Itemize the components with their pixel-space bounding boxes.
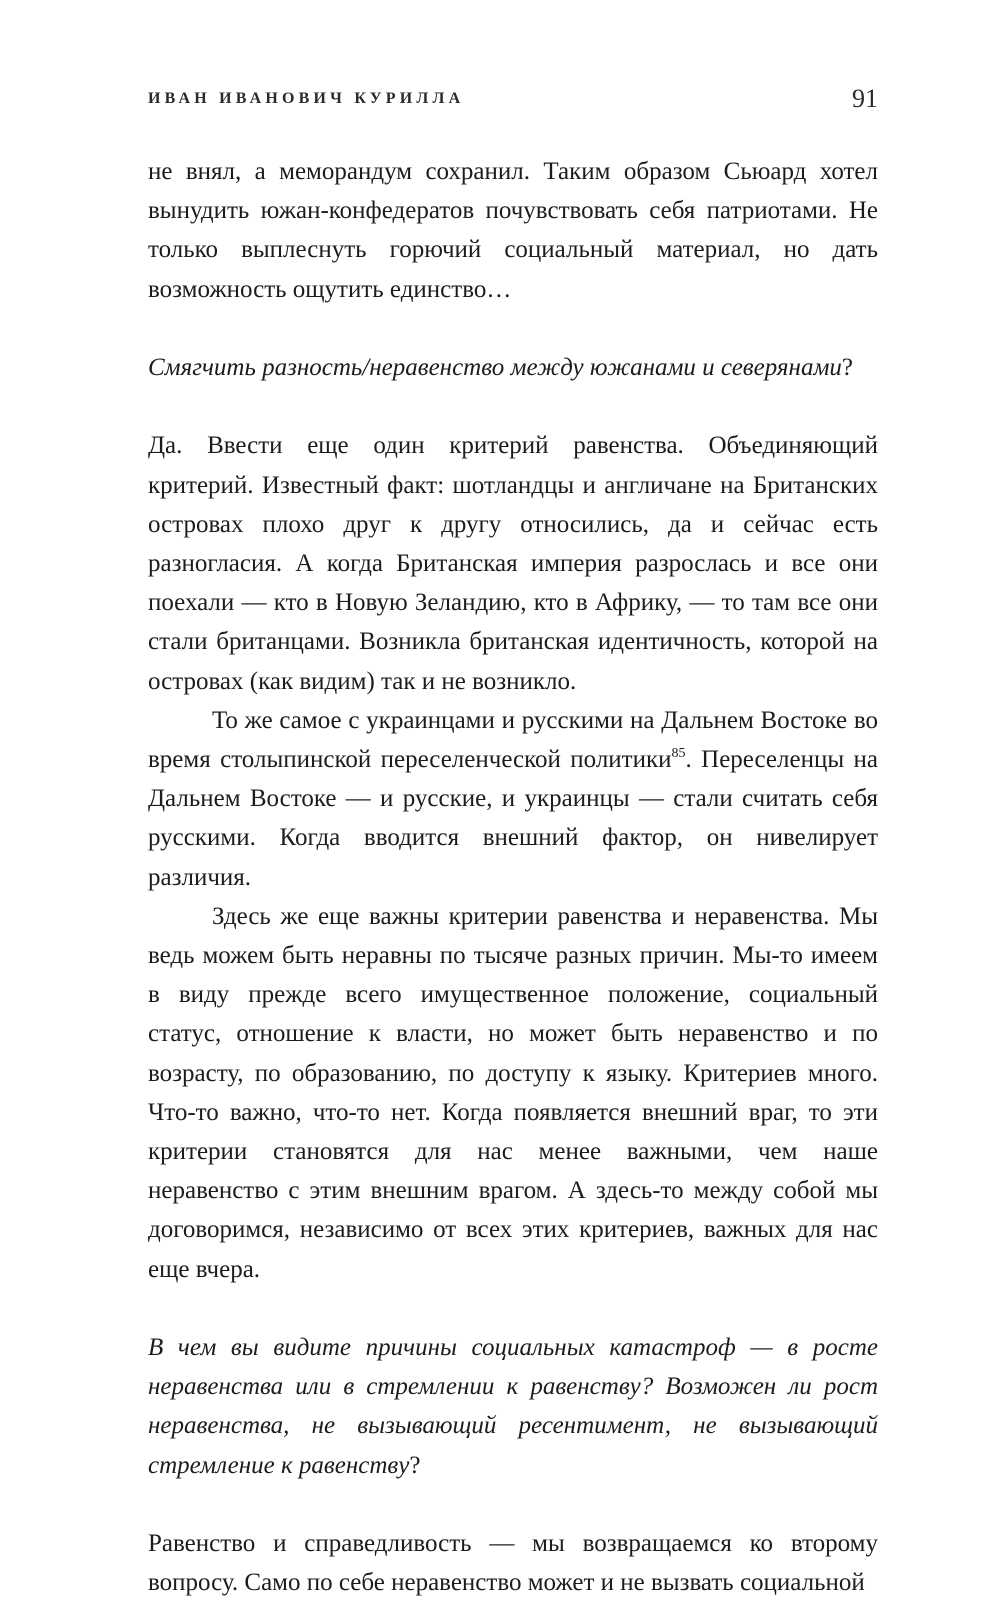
question-mark: ?: [841, 354, 854, 381]
interviewer-question: [148, 348, 878, 387]
question-text: В чем вы видите причины социальных катастроф — в росте неравенства или в стремлении к равенству? Возможен ли рост неравенства, не вызывающий ресентимент, не вызывающий стремление к равенству: [148, 1334, 878, 1479]
interviewer-question: [148, 1328, 878, 1485]
running-head: ИВАН ИВАНОВИЧ КУРИЛЛА: [148, 90, 465, 107]
answer-paragraph-footnoted: [148, 701, 878, 897]
answer-paragraph: Равенство и справедливость — мы возвращаемся ко второму вопросу. Само по себе неравенство может и не вызвать социальной: [148, 1530, 878, 1597]
question-mark: ?: [409, 1451, 421, 1479]
paragraph-text-before: То же самое с украинцами и русскими на Дальнем Востоке во время столыпинской переселенческой политики: [148, 706, 878, 774]
question-text: Смягчить разность/неравенство между южанами и северянами: [148, 354, 842, 381]
page-number: 91: [852, 84, 878, 113]
answer-paragraph: Да. Ввести еще один критерий равенства. Объединяющий критерий. Известный факт: шотландцы и англичане на Британских островах плохо друг к другу относились, да и сейчас есть разногласия. А когда Британская империя разрослась и все они поехали — кто в Новую Зеландию, кто в Африку, — то там все они стали британцами. Возникла британская идентичность, которой на островах (как видим) так и не возникло.: [148, 432, 878, 695]
paragraph-continuation: не внял, а меморандум сохранил. Таким образом Сьюард хотел вынудить южан-конфедератов почувствовать себя патриотами. Не только выплеснуть горючий социальный материал, но дать возможность ощутить единство…: [148, 158, 878, 303]
answer-paragraph: Здесь же еще важны критерии равенства и неравенства. Мы ведь можем быть неравны по тысяче разных причин. Мы-то имеем в виду прежде всего имущественное положение, социальный статус, отношение к власти, но может быть неравенство и по возрасту, по образованию, по доступу к языку. Критериев много. Что-то важно, что-то нет. Когда появляется внешний враг, то эти критерии становятся для нас менее важными, чем наше неравенство с этим внешним врагом. А здесь-то между собой мы договоримся, независимо от всех этих критериев, важных для нас еще вчера.: [148, 902, 878, 1283]
page-header: [148, 84, 878, 116]
footnote-reference[interactable]: 85: [671, 746, 686, 762]
body-text: [148, 152, 878, 1602]
paragraph-text-after: . Переселенцы на Дальнем Востоке — и русские, и украинцы — стали считать себя русскими. Когда вводится внешний фактор, он нивелирует различия.: [148, 746, 878, 891]
